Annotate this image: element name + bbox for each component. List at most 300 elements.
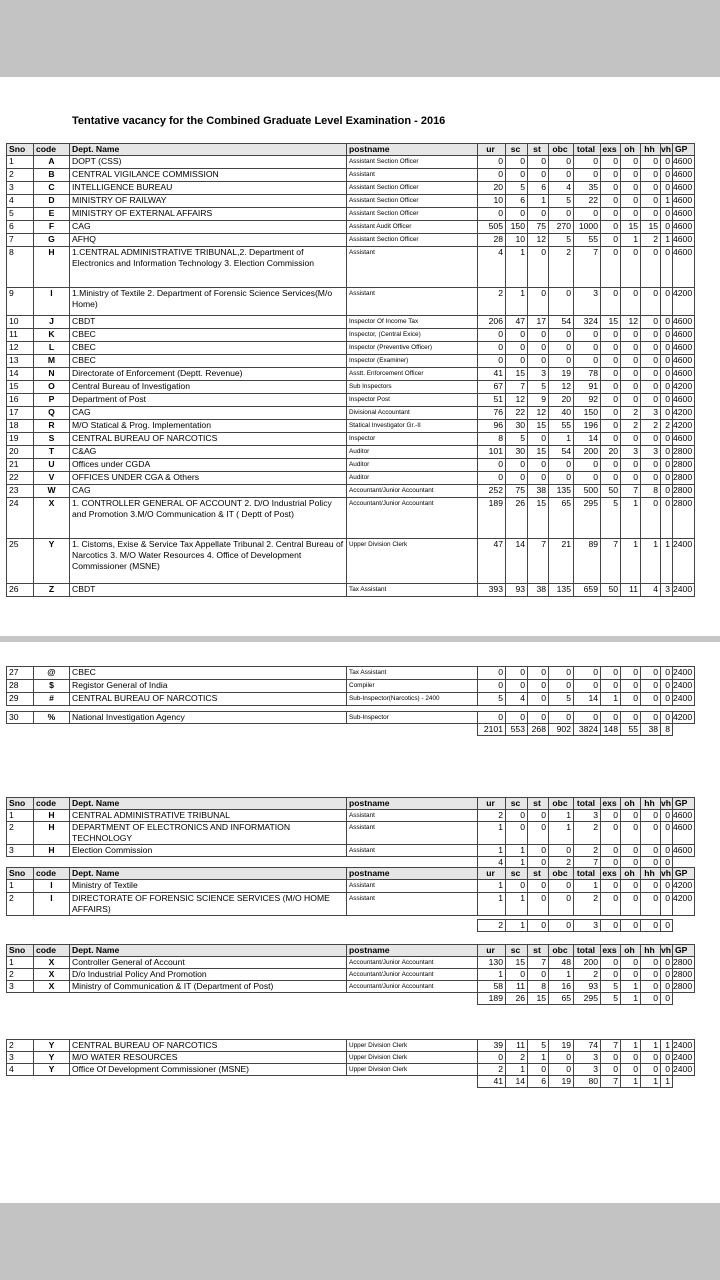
- total-row: [7, 1076, 695, 1088]
- cell-st: 0: [528, 693, 549, 706]
- total-exs: 5: [601, 993, 621, 1005]
- cell-gp: 2400: [673, 539, 695, 584]
- cell-total: 3: [574, 1064, 601, 1076]
- cell-oh: 11: [621, 584, 641, 597]
- cell-post: Auditor: [347, 472, 478, 485]
- cell-vh: 0: [661, 969, 673, 981]
- cell-st: 9: [528, 394, 549, 407]
- cell-sno: 4: [7, 195, 34, 208]
- cell-gp: 4600: [673, 822, 695, 845]
- cell-gp: 4200: [673, 420, 695, 433]
- header-vh: vh: [661, 868, 672, 878]
- table-row: [7, 234, 695, 247]
- cell-gp: 2400: [673, 667, 695, 680]
- cell-gp: 2800: [673, 498, 695, 539]
- cell-post: Assistant Section Officer: [347, 195, 478, 208]
- cell-exs: 5: [601, 498, 621, 539]
- cell-sno: 12: [7, 342, 34, 355]
- cell-exs: 0: [601, 1052, 621, 1064]
- cell-hh: 0: [641, 845, 661, 857]
- table-row: [7, 1040, 695, 1052]
- cell-total: 196: [574, 420, 601, 433]
- cell-code: O: [34, 381, 70, 394]
- cell-hh: 0: [641, 981, 661, 993]
- table-row: [7, 485, 695, 498]
- cell-ur: 0: [478, 680, 506, 693]
- cell-total: 2: [574, 969, 601, 981]
- header-hh: hh: [641, 868, 661, 880]
- header-oh: oh: [621, 144, 641, 156]
- total-st: 268: [528, 724, 549, 736]
- header-gp: GP: [673, 798, 695, 810]
- cell-post: Accountant/Junior Accountant: [347, 957, 478, 969]
- table-row: [7, 667, 695, 680]
- breakup-table-i: [6, 867, 695, 932]
- cell-total: 74: [574, 1040, 601, 1052]
- cell-obc: 0: [549, 459, 574, 472]
- cell-ur: 2: [478, 288, 506, 316]
- total-spacer: [70, 724, 347, 736]
- cell-post: Assistant Section Officer: [347, 234, 478, 247]
- total-total: 80: [574, 1076, 601, 1088]
- cell-post: Accountant/Junior Accountant: [347, 969, 478, 981]
- total-spacer: [347, 724, 478, 736]
- header-vh: vh: [661, 144, 672, 154]
- table-row: [7, 472, 695, 485]
- cell-code: L: [34, 342, 70, 355]
- cell-ur: 67: [478, 381, 506, 394]
- cell-sno: 19: [7, 433, 34, 446]
- cell-code: C: [34, 182, 70, 195]
- cell-st: 0: [528, 880, 549, 893]
- cell-hh: 15: [641, 221, 661, 234]
- cell-dept: C&AG: [70, 446, 347, 459]
- cell-hh: 1: [641, 1040, 661, 1052]
- cell-hh: 3: [641, 446, 661, 459]
- cell-st: 12: [528, 234, 549, 247]
- cell-st: 5: [528, 1040, 549, 1052]
- total-spacer: [347, 920, 478, 932]
- header-post: postname: [347, 798, 478, 810]
- cell-hh: 3: [641, 407, 661, 420]
- header-exs: exs: [601, 144, 621, 156]
- total-spacer: [347, 1076, 478, 1088]
- header-sc: sc: [506, 798, 528, 810]
- header-total: total: [574, 798, 601, 810]
- cell-st: 0: [528, 667, 549, 680]
- cell-post: Inspector: [347, 433, 478, 446]
- cell-obc: 0: [549, 355, 574, 368]
- cell-dept: AFHQ: [70, 234, 347, 247]
- cell-vh: 0: [661, 893, 673, 916]
- cell-ur: 393: [478, 584, 506, 597]
- cell-total: 22: [574, 195, 601, 208]
- cell-gp: 4200: [673, 893, 695, 916]
- cell-ur: 101: [478, 446, 506, 459]
- cell-total: 659: [574, 584, 601, 597]
- cell-gp: 2400: [673, 584, 695, 597]
- table-header-row: [7, 798, 695, 810]
- cell-dept: Ministry of Communication & IT (Department of Post): [70, 981, 347, 993]
- cell-hh: 0: [641, 1064, 661, 1076]
- cell-sno: 7: [7, 234, 34, 247]
- cell-hh: 0: [641, 156, 661, 169]
- total-spacer: [673, 724, 695, 736]
- cell-vh: 3: [661, 584, 673, 597]
- total-sc: 553: [506, 724, 528, 736]
- cell-sno: 1: [7, 156, 34, 169]
- table-row: [7, 433, 695, 446]
- cell-code: I: [34, 893, 70, 916]
- cell-st: 17: [528, 316, 549, 329]
- cell-sc: 0: [506, 667, 528, 680]
- cell-ur: 189: [478, 498, 506, 539]
- cell-vh: 0: [661, 880, 673, 893]
- cell-post: Upper Division Clerk: [347, 1052, 478, 1064]
- cell-gp: 4600: [673, 810, 695, 822]
- total-vh: 8: [661, 724, 673, 736]
- header-gp: GP: [673, 868, 695, 880]
- cell-post: Upper Division Clerk: [347, 1064, 478, 1076]
- cell-post: Assistant Section Officer: [347, 156, 478, 169]
- cell-ur: 76: [478, 407, 506, 420]
- cell-gp: 2800: [673, 446, 695, 459]
- cell-obc: 0: [549, 472, 574, 485]
- total-total: 3: [574, 920, 601, 932]
- cell-post: Assistant: [347, 845, 478, 857]
- header-sc: sc: [506, 868, 528, 880]
- cell-gp: 2400: [673, 693, 695, 706]
- cell-exs: 0: [601, 381, 621, 394]
- cell-code: B: [34, 169, 70, 182]
- cell-oh: 0: [621, 957, 641, 969]
- cell-sno: 1: [7, 957, 34, 969]
- cell-sno: 3: [7, 981, 34, 993]
- cell-obc: 0: [549, 208, 574, 221]
- cell-gp: 4600: [673, 221, 695, 234]
- cell-code: H: [34, 822, 70, 845]
- cell-gp: 2800: [673, 957, 695, 969]
- table-row: [7, 288, 695, 316]
- cell-oh: 0: [621, 667, 641, 680]
- cell-sno: 8: [7, 247, 34, 288]
- main-vacancy-table: [6, 143, 695, 597]
- total-spacer: [673, 920, 695, 932]
- cell-post: Assistant Section Officer: [347, 208, 478, 221]
- cell-post: Sub-Inspector(Narcotics) - 2400: [347, 693, 478, 706]
- cell-code: Z: [34, 584, 70, 597]
- header-sc: sc: [506, 144, 528, 156]
- cell-vh: 0: [661, 182, 673, 195]
- cell-dept: INTELLIGENCE BUREAU: [70, 182, 347, 195]
- cell-sno: 4: [7, 1064, 34, 1076]
- cell-st: 0: [528, 712, 549, 724]
- cell-oh: 1: [621, 498, 641, 539]
- cell-post: Tax Assistant: [347, 667, 478, 680]
- cell-hh: 0: [641, 182, 661, 195]
- cell-ur: 2: [478, 810, 506, 822]
- cell-oh: 0: [621, 680, 641, 693]
- cell-sc: 0: [506, 822, 528, 845]
- table-row: [7, 845, 695, 857]
- cell-vh: 0: [661, 433, 673, 446]
- cell-code: U: [34, 459, 70, 472]
- cell-sc: 0: [506, 712, 528, 724]
- cell-sc: 7: [506, 381, 528, 394]
- cell-exs: 7: [601, 539, 621, 584]
- cell-ur: 5: [478, 693, 506, 706]
- cell-oh: 0: [621, 247, 641, 288]
- cell-obc: 40: [549, 407, 574, 420]
- cell-total: 500: [574, 485, 601, 498]
- cell-sno: 3: [7, 182, 34, 195]
- cell-st: 1: [528, 1052, 549, 1064]
- page-title: Tentative vacancy for the Combined Graduate Level Examination - 2016: [72, 115, 446, 127]
- table-row: [7, 680, 695, 693]
- cell-obc: 65: [549, 498, 574, 539]
- cell-total: 1: [574, 880, 601, 893]
- cell-ur: 206: [478, 316, 506, 329]
- total-row: [7, 920, 695, 932]
- header-sc: sc: [506, 945, 528, 957]
- header-total: total: [574, 144, 601, 156]
- cell-oh: 0: [621, 208, 641, 221]
- cell-ur: 1: [478, 845, 506, 857]
- cell-code: X: [34, 969, 70, 981]
- table-row: [7, 712, 695, 724]
- table-row: [7, 420, 695, 433]
- cell-exs: 0: [601, 221, 621, 234]
- cell-dept: CENTRAL BUREAU OF NARCOTICS: [70, 433, 347, 446]
- total-ur: 41: [478, 1076, 506, 1088]
- cell-post: Accountant/Junior Accountant: [347, 498, 478, 539]
- header-st: st: [528, 945, 549, 957]
- cell-sno: 2: [7, 169, 34, 182]
- cell-obc: 0: [549, 342, 574, 355]
- total-spacer: [7, 920, 34, 932]
- cell-dept: 1.Ministry of Textile 2. Department of Forensic Science Services(M/o Home): [70, 288, 347, 316]
- cell-exs: 50: [601, 485, 621, 498]
- total-obc: 2: [549, 857, 574, 869]
- cell-dept: CAG: [70, 407, 347, 420]
- cell-gp: 4200: [673, 712, 695, 724]
- cell-exs: 0: [601, 667, 621, 680]
- cell-st: 12: [528, 407, 549, 420]
- header-hh: hh: [641, 144, 661, 156]
- cell-post: Assistant: [347, 822, 478, 845]
- cell-vh: 0: [661, 407, 673, 420]
- cell-oh: 0: [621, 880, 641, 893]
- cell-ur: 0: [478, 355, 506, 368]
- cell-dept: Office Of Development Commissioner (MSNE): [70, 1064, 347, 1076]
- total-exs: 7: [601, 1076, 621, 1088]
- cell-code: D: [34, 195, 70, 208]
- cell-code: Q: [34, 407, 70, 420]
- cell-oh: 1: [621, 539, 641, 584]
- cell-post: Auditor: [347, 446, 478, 459]
- cell-st: 75: [528, 221, 549, 234]
- cell-dept: Election Commission: [70, 845, 347, 857]
- cell-sc: 30: [506, 420, 528, 433]
- cell-sc: 1: [506, 247, 528, 288]
- cell-vh: 0: [661, 208, 673, 221]
- cell-st: 15: [528, 420, 549, 433]
- cell-post: Inspector (Preventive Officer): [347, 342, 478, 355]
- cell-sno: 2: [7, 1040, 34, 1052]
- cell-hh: 0: [641, 288, 661, 316]
- cell-sno: 6: [7, 221, 34, 234]
- cell-code: Y: [34, 1052, 70, 1064]
- cell-sno: 13: [7, 355, 34, 368]
- cell-total: 0: [574, 156, 601, 169]
- cell-sc: 47: [506, 316, 528, 329]
- cell-exs: 0: [601, 407, 621, 420]
- cell-oh: 0: [621, 368, 641, 381]
- cell-obc: 21: [549, 539, 574, 584]
- cell-st: 0: [528, 156, 549, 169]
- total-sc: 26: [506, 993, 528, 1005]
- total-spacer: [7, 1076, 34, 1088]
- cell-st: 7: [528, 957, 549, 969]
- cell-gp: 4600: [673, 316, 695, 329]
- total-spacer: [7, 724, 34, 736]
- cell-vh: 0: [661, 381, 673, 394]
- cell-sc: 2: [506, 1052, 528, 1064]
- cell-st: 1: [528, 195, 549, 208]
- cell-vh: 0: [661, 169, 673, 182]
- cell-sc: 93: [506, 584, 528, 597]
- cell-oh: 0: [621, 342, 641, 355]
- header-sno: Sno: [7, 144, 34, 156]
- cell-code: P: [34, 394, 70, 407]
- total-sc: 1: [506, 857, 528, 869]
- cell-ur: 0: [478, 329, 506, 342]
- cell-oh: 0: [621, 1052, 641, 1064]
- cell-hh: 0: [641, 969, 661, 981]
- cell-obc: 1: [549, 822, 574, 845]
- cell-dept: Ministry of Textile: [70, 880, 347, 893]
- cell-obc: 54: [549, 446, 574, 459]
- cell-post: Sub Inspectors: [347, 381, 478, 394]
- cell-sc: 150: [506, 221, 528, 234]
- cell-code: Y: [34, 539, 70, 584]
- cell-sno: 16: [7, 394, 34, 407]
- cell-st: 38: [528, 584, 549, 597]
- cell-post: Assistant Section Officer: [347, 182, 478, 195]
- cell-dept: Central Bureau of Investigation: [70, 381, 347, 394]
- cell-exs: 0: [601, 957, 621, 969]
- cell-dept: Registor General of India: [70, 680, 347, 693]
- cell-sc: 0: [506, 342, 528, 355]
- cell-total: 3: [574, 1052, 601, 1064]
- cell-vh: 1: [661, 234, 673, 247]
- cell-hh: 0: [641, 247, 661, 288]
- cell-total: 0: [574, 459, 601, 472]
- cell-vh: 0: [661, 981, 673, 993]
- cell-exs: 0: [601, 182, 621, 195]
- cell-obc: 5: [549, 234, 574, 247]
- table-row: [7, 969, 695, 981]
- total-ur: 4: [478, 857, 506, 869]
- cell-post: Upper Division Clerk: [347, 1040, 478, 1052]
- cell-st: 0: [528, 433, 549, 446]
- header-sno: Sno: [7, 798, 34, 810]
- cell-code: X: [34, 957, 70, 969]
- cell-vh: 0: [661, 667, 673, 680]
- cell-st: 15: [528, 446, 549, 459]
- cell-exs: 0: [601, 433, 621, 446]
- cell-code: T: [34, 446, 70, 459]
- cell-dept: Department of Post: [70, 394, 347, 407]
- cell-sno: 3: [7, 845, 34, 857]
- cell-obc: 0: [549, 329, 574, 342]
- cell-post: Assistant: [347, 880, 478, 893]
- cell-post: Tax Assistant: [347, 584, 478, 597]
- cell-exs: 0: [601, 822, 621, 845]
- cell-sc: 0: [506, 355, 528, 368]
- cell-vh: 2: [661, 420, 673, 433]
- cell-exs: 0: [601, 845, 621, 857]
- cell-hh: 0: [641, 693, 661, 706]
- breakup-table-y: [6, 1039, 695, 1088]
- cell-dept: Offices under CGDA: [70, 459, 347, 472]
- cell-sno: 1: [7, 880, 34, 893]
- cell-gp: 4600: [673, 195, 695, 208]
- total-hh: 1: [641, 1076, 661, 1088]
- table-row: [7, 368, 695, 381]
- cell-obc: 19: [549, 368, 574, 381]
- cell-gp: 4600: [673, 234, 695, 247]
- cell-gp: 2800: [673, 485, 695, 498]
- header-post: postname: [347, 945, 478, 957]
- cell-total: 0: [574, 680, 601, 693]
- total-hh: 0: [641, 993, 661, 1005]
- cell-dept: DEPARTMENT OF ELECTRONICS AND INFORMATION TECHNOLOGY: [70, 822, 347, 845]
- header-ur: ur: [478, 144, 506, 156]
- cell-code: Y: [34, 1040, 70, 1052]
- cell-gp: 4200: [673, 407, 695, 420]
- total-oh: 55: [621, 724, 641, 736]
- cell-sno: 18: [7, 420, 34, 433]
- cell-code: W: [34, 485, 70, 498]
- total-vh: 1: [661, 1076, 673, 1088]
- cell-st: 0: [528, 472, 549, 485]
- cell-obc: 2: [549, 247, 574, 288]
- cell-exs: 0: [601, 472, 621, 485]
- cell-hh: 0: [641, 893, 661, 916]
- header-post: postname: [347, 144, 478, 156]
- cell-post: Inspector, (Central Exice): [347, 329, 478, 342]
- cell-post: Statical Investigator Gr.-II: [347, 420, 478, 433]
- cell-code: F: [34, 221, 70, 234]
- cell-vh: 1: [661, 195, 673, 208]
- breakup-table-h: [6, 797, 695, 869]
- cell-vh: 0: [661, 693, 673, 706]
- cell-vh: 0: [661, 810, 673, 822]
- cell-total: 150: [574, 407, 601, 420]
- table-row: [7, 693, 695, 706]
- header-obc: obc: [549, 945, 574, 957]
- cell-post: Assistant: [347, 810, 478, 822]
- total-total: 7: [574, 857, 601, 869]
- cell-ur: 47: [478, 539, 506, 584]
- cell-ur: 8: [478, 433, 506, 446]
- cell-st: 8: [528, 981, 549, 993]
- total-oh: 0: [621, 920, 641, 932]
- cell-gp: 2400: [673, 680, 695, 693]
- table-row: [7, 822, 695, 845]
- cell-st: 0: [528, 810, 549, 822]
